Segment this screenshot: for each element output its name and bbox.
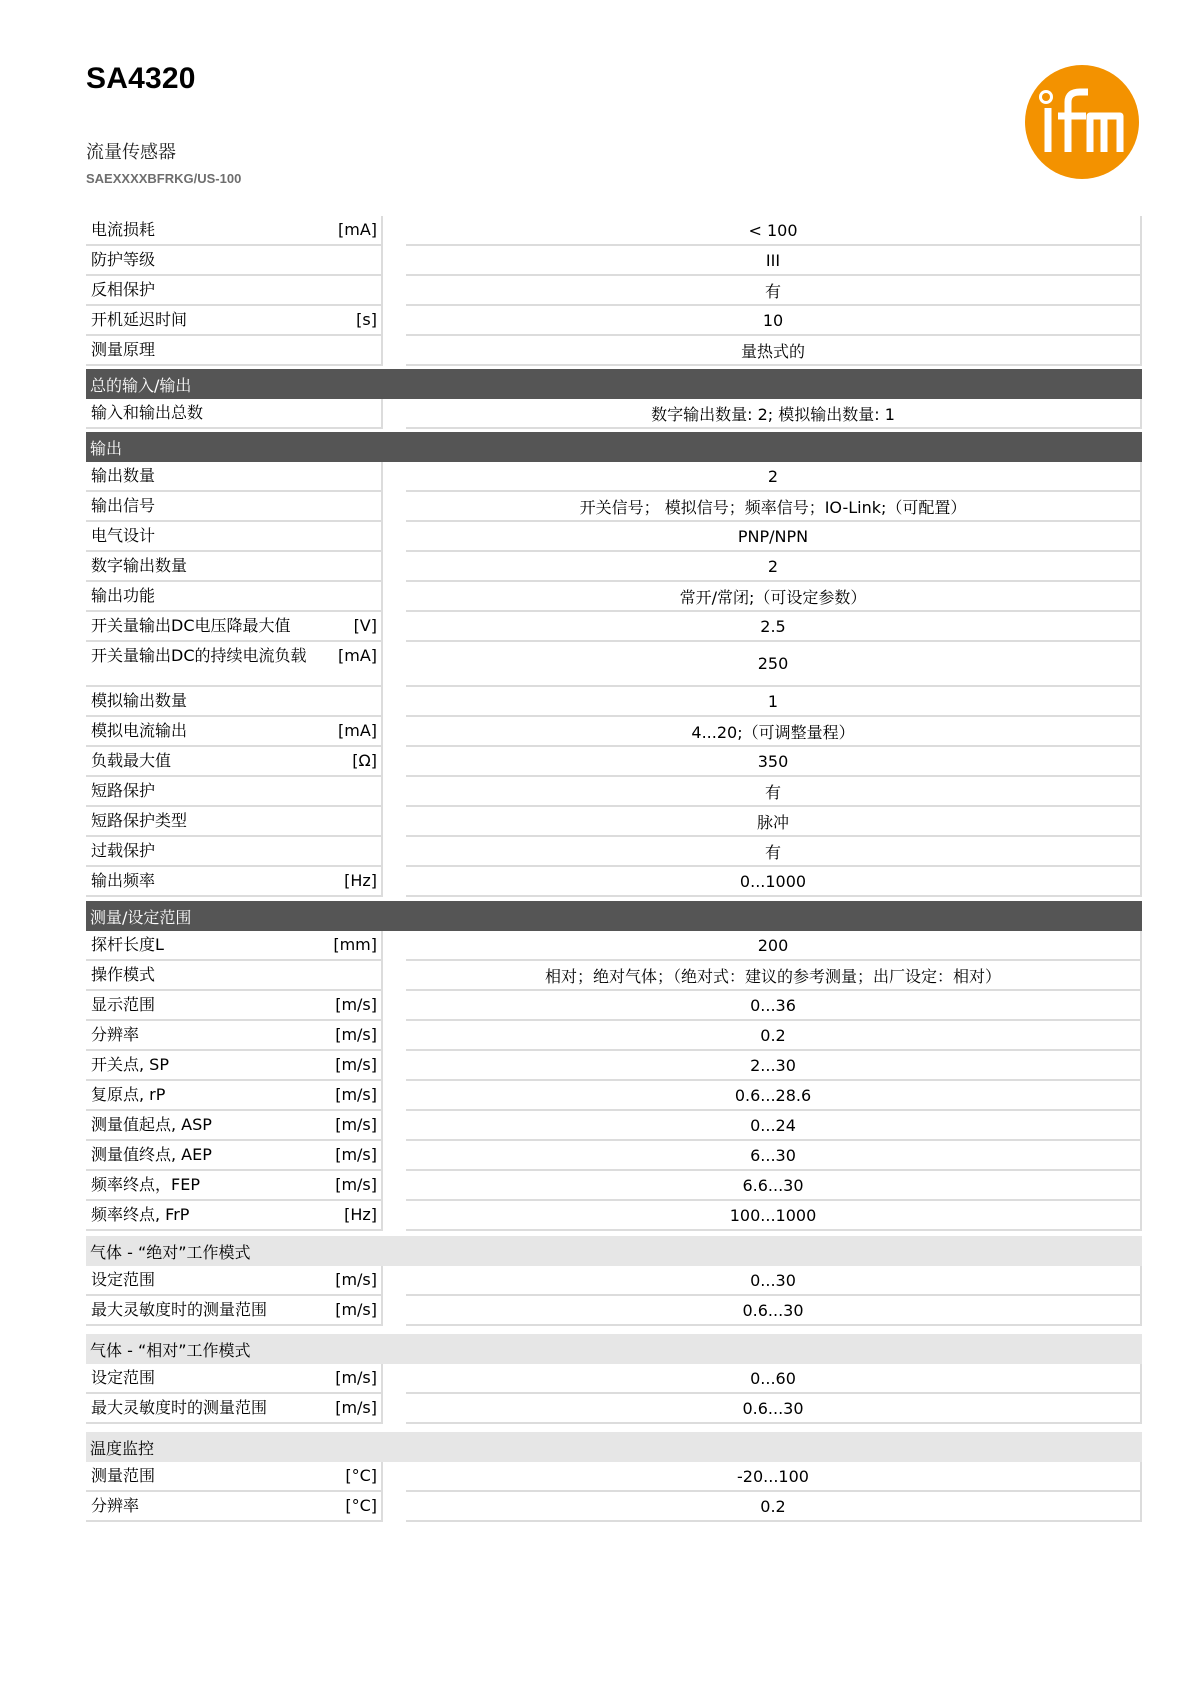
spec-value: 0.6...28.6 — [406, 1081, 1142, 1111]
spec-label: 短路保护类型 — [91, 811, 188, 830]
spec-label-cell — [86, 1394, 383, 1424]
spec-label-cell — [86, 961, 383, 991]
spec-label-cell — [86, 612, 383, 642]
spec-value: 0.2 — [406, 1021, 1142, 1051]
spec-value: 有 — [406, 276, 1142, 306]
spec-row — [86, 246, 1142, 276]
spec-unit: [s] — [356, 310, 377, 329]
spec-label: 开机延迟时间 — [91, 310, 188, 329]
spec-row — [86, 717, 1142, 747]
product-subtitle: 流量传感器 — [86, 142, 176, 163]
spec-label: 数字输出数量 — [91, 556, 188, 575]
spec-value: 1 — [406, 687, 1142, 717]
spec-row — [86, 1201, 1142, 1231]
spec-unit: [mA] — [337, 220, 377, 239]
spec-label-cell — [86, 336, 383, 366]
spec-label: 最大灵敏度时的测量范围 — [91, 1300, 268, 1319]
spec-label-cell — [86, 1266, 383, 1296]
spec-label-cell — [86, 991, 383, 1021]
spec-label: 测量原理 — [91, 340, 156, 359]
spec-label-cell — [86, 246, 383, 276]
spec-row — [86, 1462, 1142, 1492]
spec-label-cell — [86, 582, 383, 612]
spec-label: 输出频率 — [91, 871, 156, 890]
section-header: 测量/设定范围 — [86, 901, 1142, 931]
section-header: 气体 - “相对”工作模式 — [86, 1334, 1142, 1364]
spec-value: -20...100 — [406, 1462, 1142, 1492]
spec-label: 操作模式 — [91, 965, 156, 984]
spec-label: 模拟输出数量 — [91, 691, 188, 710]
spec-unit: [m/s] — [335, 1270, 377, 1289]
spec-value: 250 — [406, 642, 1142, 687]
product-code: SAEXXXXBFRKG/US-100 — [86, 171, 242, 186]
spec-label: 输入和输出总数 — [91, 403, 204, 422]
spec-label-cell — [86, 837, 383, 867]
spec-label: 输出数量 — [91, 466, 156, 485]
spec-row — [86, 867, 1142, 897]
page-title: SA4320 — [86, 62, 196, 95]
spec-label-cell — [86, 1081, 383, 1111]
spec-value: 0.2 — [406, 1492, 1142, 1522]
spec-value: 0.6...30 — [406, 1394, 1142, 1424]
spec-unit: [m/s] — [335, 1398, 377, 1417]
section-header: 输出 — [86, 432, 1142, 462]
spec-row — [86, 747, 1142, 777]
spec-label-cell — [86, 777, 383, 807]
section-header: 温度监控 — [86, 1432, 1142, 1462]
spec-row — [86, 1171, 1142, 1201]
spec-label: 测量范围 — [91, 1466, 156, 1485]
spec-label: 开关量输出DC电压降最大值 — [91, 616, 291, 635]
spec-label-cell — [86, 552, 383, 582]
spec-value: 2 — [406, 462, 1142, 492]
spec-value: 2...30 — [406, 1051, 1142, 1081]
spec-label: 设定范围 — [91, 1270, 156, 1289]
section-header: 气体 - “绝对”工作模式 — [86, 1236, 1142, 1266]
spec-row — [86, 492, 1142, 522]
spec-value: 相对；绝对气体；（绝对式：建议的参考测量；出厂设定：相对） — [406, 961, 1142, 991]
spec-value: 6...30 — [406, 1141, 1142, 1171]
spec-value: 0...36 — [406, 991, 1142, 1021]
spec-row — [86, 612, 1142, 642]
spec-value: 量热式的 — [406, 336, 1142, 366]
spec-row — [86, 1492, 1142, 1522]
spec-label-cell — [86, 1201, 383, 1231]
spec-unit: [Ω] — [352, 751, 377, 770]
spec-label-cell — [86, 1021, 383, 1051]
spec-row — [86, 1111, 1142, 1141]
spec-unit: [m/s] — [335, 995, 377, 1014]
spec-label: 短路保护 — [91, 781, 156, 800]
spec-label: 测量值终点, AEP — [91, 1145, 212, 1164]
spec-value: 10 — [406, 306, 1142, 336]
spec-label: 输出信号 — [91, 496, 156, 515]
spec-label: 过载保护 — [91, 841, 156, 860]
spec-label-cell — [86, 807, 383, 837]
spec-row — [86, 399, 1142, 429]
spec-unit: [mm] — [333, 935, 377, 954]
spec-unit: [m/s] — [335, 1115, 377, 1134]
spec-unit: [°C] — [345, 1466, 377, 1485]
spec-unit: [m/s] — [335, 1085, 377, 1104]
spec-unit: [V] — [353, 616, 377, 635]
spec-row — [86, 1296, 1142, 1326]
spec-unit: [mA] — [337, 721, 377, 740]
spec-row — [86, 582, 1142, 612]
spec-row — [86, 1081, 1142, 1111]
spec-label-cell — [86, 399, 383, 429]
spec-value: III — [406, 246, 1142, 276]
spec-label: 电气设计 — [91, 526, 156, 545]
spec-label: 频率终点，FEP — [91, 1175, 200, 1194]
spec-unit: [m/s] — [335, 1025, 377, 1044]
spec-label-cell — [86, 462, 383, 492]
spec-label: 防护等级 — [91, 250, 156, 269]
spec-label: 电流损耗 — [91, 220, 156, 239]
spec-value: 0...24 — [406, 1111, 1142, 1141]
spec-value: 200 — [406, 931, 1142, 961]
spec-table — [86, 216, 1142, 1522]
spec-row — [86, 552, 1142, 582]
spec-label: 探杆长度L — [91, 935, 164, 954]
spec-value: PNP/NPN — [406, 522, 1142, 552]
spec-value: 有 — [406, 777, 1142, 807]
spec-row — [86, 1141, 1142, 1171]
spec-label-cell — [86, 1364, 383, 1394]
spec-row — [86, 961, 1142, 991]
section-header: 总的输入/输出 — [86, 369, 1142, 399]
spec-unit: [m/s] — [335, 1368, 377, 1387]
spec-label-cell — [86, 1051, 383, 1081]
spec-label-cell — [86, 717, 383, 747]
spec-label-cell — [86, 306, 383, 336]
spec-row — [86, 687, 1142, 717]
spec-row — [86, 1021, 1142, 1051]
spec-unit: [Hz] — [344, 871, 377, 890]
spec-row — [86, 1394, 1142, 1424]
spec-unit: [mA] — [337, 646, 377, 665]
spec-label-cell — [86, 867, 383, 897]
spec-value: < 100 — [406, 216, 1142, 246]
spec-label: 分辨率 — [91, 1496, 140, 1515]
spec-row — [86, 462, 1142, 492]
spec-label: 负载最大值 — [91, 751, 172, 770]
spec-label-cell — [86, 1296, 383, 1326]
spec-value: 0.6...30 — [406, 1296, 1142, 1326]
spec-label: 最大灵敏度时的测量范围 — [91, 1398, 268, 1417]
spec-label-cell — [86, 1462, 383, 1492]
spec-label-cell — [86, 1141, 383, 1171]
spec-value: 常开/常闭;（可设定参数） — [406, 582, 1142, 612]
spec-value: 2 — [406, 552, 1142, 582]
spec-value: 开关信号； 模拟信号；频率信号；IO-Link;（可配置） — [406, 492, 1142, 522]
spec-row — [86, 522, 1142, 552]
spec-row — [86, 1051, 1142, 1081]
spec-label: 反相保护 — [91, 280, 156, 299]
spec-row — [86, 1364, 1142, 1394]
spec-row — [86, 306, 1142, 336]
spec-row — [86, 336, 1142, 366]
spec-row — [86, 807, 1142, 837]
spec-value: 脉冲 — [406, 807, 1142, 837]
spec-label: 开关量输出DC的持续电流负载 — [91, 646, 307, 665]
spec-label-cell — [86, 642, 383, 687]
spec-row — [86, 991, 1142, 1021]
spec-row — [86, 642, 1142, 687]
spec-unit: [°C] — [345, 1496, 377, 1515]
spec-row — [86, 837, 1142, 867]
spec-label: 分辨率 — [91, 1025, 140, 1044]
spec-label-cell — [86, 1111, 383, 1141]
spec-value: 有 — [406, 837, 1142, 867]
spec-unit: [Hz] — [344, 1205, 377, 1224]
spec-row — [86, 276, 1142, 306]
spec-label: 复原点, rP — [91, 1085, 166, 1104]
spec-label-cell — [86, 1492, 383, 1522]
spec-label: 输出功能 — [91, 586, 156, 605]
ifm-logo-icon — [1024, 64, 1140, 180]
spec-label-cell — [86, 687, 383, 717]
spec-label-cell — [86, 216, 383, 246]
spec-row — [86, 216, 1142, 246]
spec-label-cell — [86, 522, 383, 552]
spec-value: 0...60 — [406, 1364, 1142, 1394]
spec-label-cell — [86, 492, 383, 522]
spec-value: 2.5 — [406, 612, 1142, 642]
spec-unit: [m/s] — [335, 1145, 377, 1164]
spec-label-cell — [86, 276, 383, 306]
spec-row — [86, 777, 1142, 807]
spec-value: 0...30 — [406, 1266, 1142, 1296]
spec-value: 100...1000 — [406, 1201, 1142, 1231]
spec-value: 4...20;（可调整量程） — [406, 717, 1142, 747]
spec-label: 设定范围 — [91, 1368, 156, 1387]
spec-value: 6.6...30 — [406, 1171, 1142, 1201]
spec-label-cell — [86, 931, 383, 961]
spec-value: 0...1000 — [406, 867, 1142, 897]
spec-value: 数字输出数量: 2; 模拟输出数量: 1 — [406, 399, 1142, 429]
spec-unit: [m/s] — [335, 1055, 377, 1074]
spec-label: 测量值起点, ASP — [91, 1115, 212, 1134]
spec-row — [86, 931, 1142, 961]
spec-label: 开关点, SP — [91, 1055, 169, 1074]
spec-label-cell — [86, 747, 383, 777]
spec-label-cell — [86, 1171, 383, 1201]
spec-value: 350 — [406, 747, 1142, 777]
spec-label: 模拟电流输出 — [91, 721, 188, 740]
spec-unit: [m/s] — [335, 1175, 377, 1194]
spec-unit: [m/s] — [335, 1300, 377, 1319]
spec-row — [86, 1266, 1142, 1296]
spec-label: 频率终点, FrP — [91, 1205, 190, 1224]
spec-label: 显示范围 — [91, 995, 156, 1014]
